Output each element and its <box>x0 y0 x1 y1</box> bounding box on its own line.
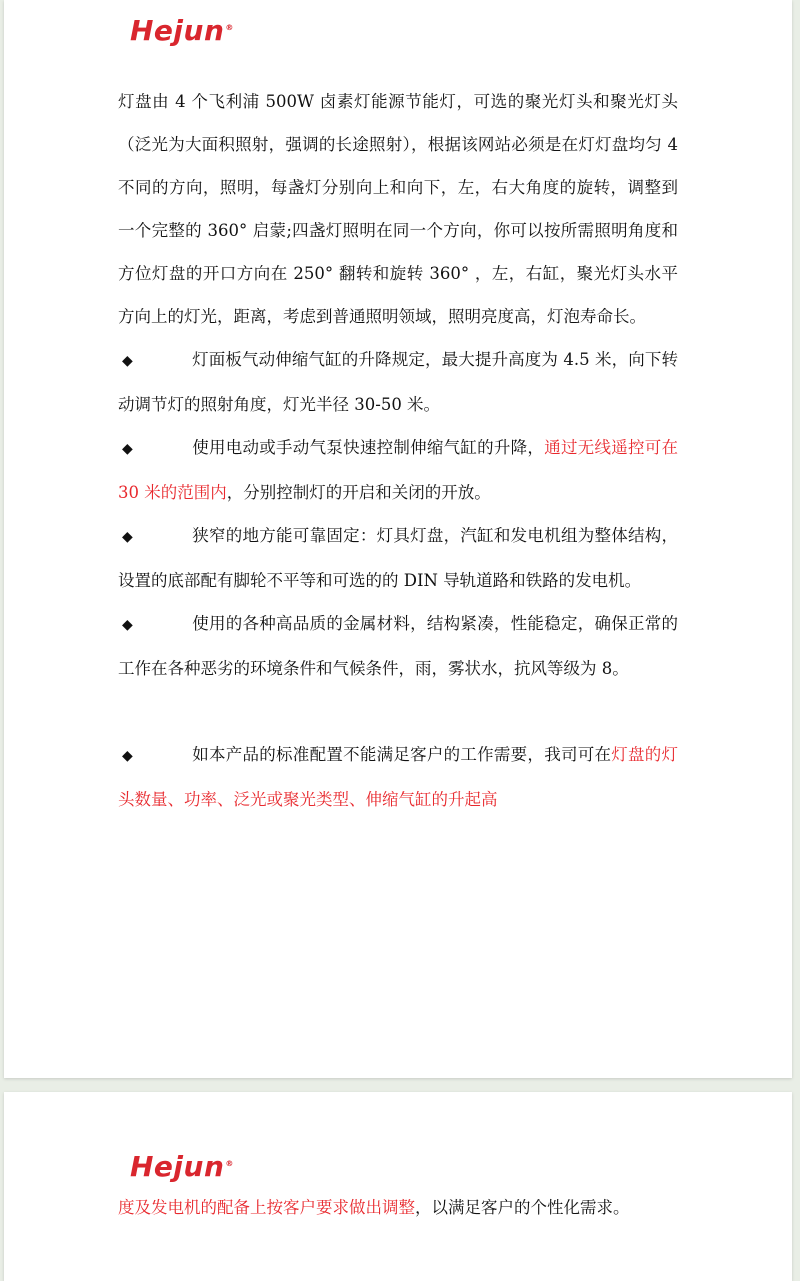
bullet-text: 使用电动或手动气泵快速控制伸缩气缸的升降， <box>192 438 545 457</box>
paragraph-gap <box>118 690 678 733</box>
logo-text: Hejun <box>130 14 225 47</box>
bullet-item-materials <box>118 602 678 690</box>
diamond-bullet-icon: ◆ <box>122 353 133 369</box>
registered-mark: ® <box>225 22 234 32</box>
bullet-text: 使用的各种高品质的金属材料，结构紧凑，性能稳定，确保正常的工作在各种恶劣的环境条件和气候条件，雨，雾状水，抗风等级为 8。 <box>118 614 678 678</box>
bullet-item-remote <box>118 426 678 514</box>
continued-paragraph <box>118 1186 678 1229</box>
bullet-text: ，分别控制灯的开启和关闭的开放。 <box>226 483 491 502</box>
paragraph-text: ，以满足客户的个性化需求。 <box>415 1198 630 1217</box>
highlight-text: 度及发电机的配备上按客户要求做出调整 <box>118 1198 415 1217</box>
document-page-1 <box>4 0 792 1078</box>
diamond-bullet-icon: ◆ <box>122 748 133 764</box>
hejun-logo <box>130 1150 234 1183</box>
logo-text: Hejun <box>130 1150 225 1183</box>
page-2-text <box>118 1186 678 1229</box>
bullet-item-custom <box>118 733 678 821</box>
bullet-text: 狭窄的地方能可靠固定：灯具灯盘，汽缸和发电机组为整体结构，设置的底部配有脚轮不平等和可选的的 DIN 导轨道路和铁路的发电机。 <box>118 526 678 590</box>
bullet-text: 灯面板气动伸缩气缸的升降规定，最大提升高度为 4.5 米，向下转动调节灯的照射角度，灯光半径 30-50 米。 <box>118 350 678 414</box>
bullet-text: 如本产品的标准配置不能满足客户的工作需要，我司可在 <box>192 745 612 764</box>
bullet-item-lift <box>118 338 678 426</box>
highlight-text: 灯盘的灯头数量、功率、泛光或聚光类型、伸缩气缸的升起高 <box>118 745 679 809</box>
diamond-bullet-icon: ◆ <box>122 529 133 545</box>
document-page-2 <box>4 1092 792 1281</box>
diamond-bullet-icon: ◆ <box>122 617 133 633</box>
registered-mark: ® <box>225 1158 234 1168</box>
page-1-text <box>118 80 678 821</box>
intro-paragraph: 灯盘由 4 个飞利浦 500W 卤素灯能源节能灯，可选的聚光灯头和聚光灯头（泛光为大面积照射，强调的长途照射），根据该网站必须是在灯灯盘均匀 4 不同的方向，照明，每盏灯分别向上和向下，左，右大角度的旋转，调整到一个完整的 360° 启蒙;四盏灯照明在同一个方向，你可以按所需照明角度和方位灯盘的开口方向在 250° 翻转和旋转 360° ，左，右缸，聚光灯头水平方向上的灯光，距离，考虑到普通照明领域，照明亮度高，灯泡寿命长。 <box>118 92 678 326</box>
diamond-bullet-icon: ◆ <box>122 441 133 457</box>
bullet-item-structure <box>118 514 678 602</box>
hejun-logo <box>130 14 234 47</box>
highlight-text: 通过无线遥控可在 30 米的范围内 <box>118 438 679 502</box>
